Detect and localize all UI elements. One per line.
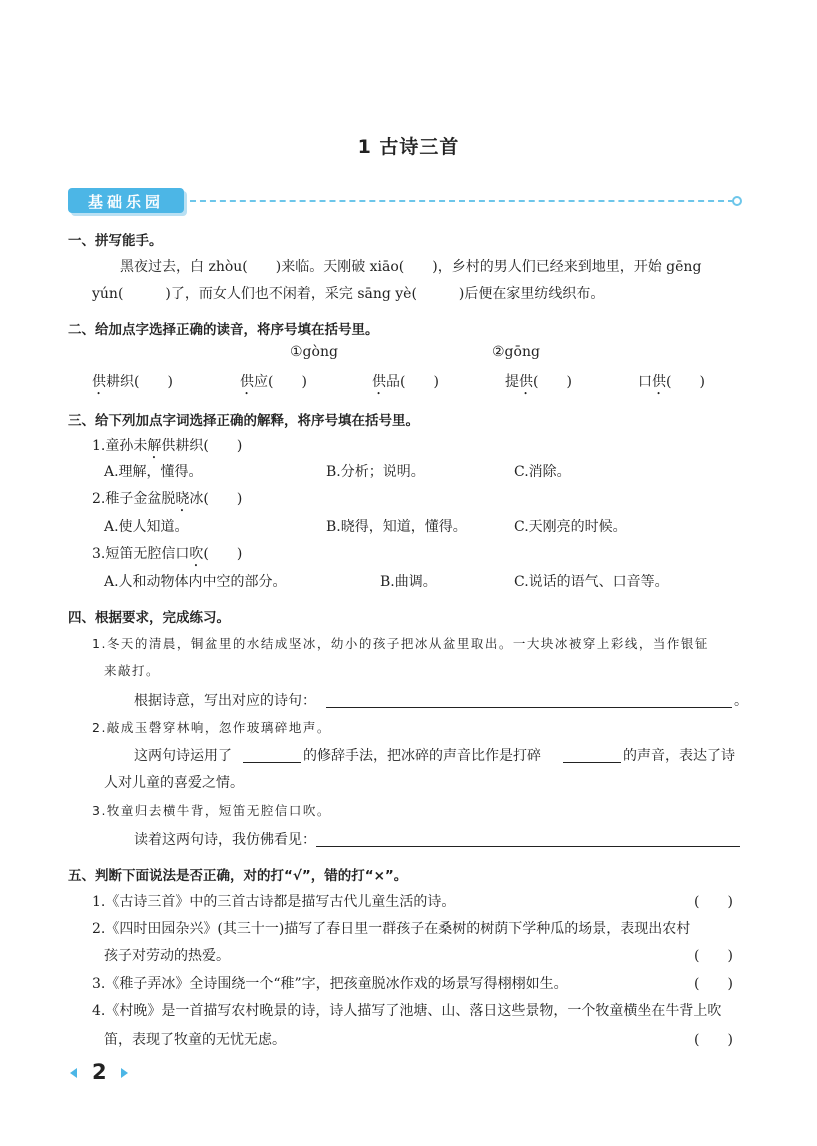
section-4-heading: 四、根据要求，完成练习。 [68,610,230,626]
s4-q3-prompt: 读着这两句诗，我仿佛看见： [134,832,316,848]
s3-q2-option-a: A.使人知道。 [104,519,189,535]
s2-item: 供品( ) [372,374,439,390]
s3-q3-option-a: A.人和动物体内中空的部分。 [104,574,287,590]
s3-question-1: 1.童孙未解供耕织( ) [92,438,243,454]
section-2-heading: 二、给加点字选择正确的读音，将序号填在括号里。 [68,322,379,338]
section-3-heading: 三、给下列加点字词选择正确的解释，将序号填在括号里。 [68,413,419,429]
s4-q2-text-c: 的声音，表达了诗 [623,748,735,764]
answer-parens[interactable]: ( ) [694,976,733,992]
s5-statement-3: 3.《稚子弄冰》全诗围绕一个“稚”字，把孩童脱冰作戏的场景写得栩栩如生。 [92,976,568,992]
s5-statement-4-line-1: 4.《村晚》是一首描写农村晚景的诗，诗人描写了池塘、山、落日这些景物，一个牧童横坐在牛背上吹 [92,1003,722,1019]
s4-q1-prompt: 根据诗意，写出对应的诗句： [134,693,316,709]
s2-item: 供耕织( ) [92,374,173,390]
next-arrow-icon [121,1068,128,1078]
s5-statement-2-line-2: 孩子对劳动的热爱。 [104,948,230,964]
s4-q2-line-1: 2.敲成玉磬穿林响，忽作玻璃碎地声。 [92,720,331,735]
s3-q2-option-b: B.晓得，知道，懂得。 [326,519,467,535]
blank-rhetoric[interactable] [243,762,301,763]
section-1-heading: 一、拼写能手。 [68,233,163,249]
answer-parens[interactable]: ( ) [694,948,733,964]
banner-label: 基础乐园 [87,193,164,211]
s4-q2-text-a: 这两句诗运用了 [134,748,232,764]
s5-statement-4-line-2: 笛，表现了牧童的无忧无虑。 [104,1032,286,1048]
s4-q2-text-b: 的修辞手法，把冰碎的声音比作是打碎 [303,748,541,764]
s4-q1-line-1: 1.冬天的清晨，铜盆里的水结成坚冰，幼小的孩子把冰从盆里取出。一大块冰被穿上彩线，当作银钲 [92,636,709,651]
blank-broken-object[interactable] [563,762,621,763]
answer-line[interactable] [316,846,740,847]
s4-q1-line-2: 来敲打。 [104,663,161,678]
s3-question-3: 3.短笛无腔信口吹( ) [92,546,243,562]
section-5-heading: 五、判断下面说法是否正确，对的打“√”，错的打“×”。 [68,868,408,884]
s3-q1-option-a: A.理解，懂得。 [104,464,203,480]
page-title: 1 古诗三首 [357,136,460,158]
s3-q3-option-b: B.曲调。 [380,574,437,590]
s2-item: 提供( ) [505,374,572,390]
section-banner [68,188,184,213]
divider-end-dot [732,196,742,206]
s4-q3-line-1: 3.牧童归去横牛背，短笛无腔信口吹。 [92,803,331,818]
banner-divider [190,200,734,202]
s3-q2-option-c: C.天刚亮的时候。 [514,519,627,535]
page-number: 2 [92,1060,107,1084]
s1-paragraph-line-1: 黑夜过去，白 zhòu( )来临。天刚破 xiāo( )，乡村的男人们已经来到地里，开始 gēng [120,259,702,275]
pronunciation-option-2: ②gōng [492,344,540,360]
s4-q2-text-d: 人对儿童的喜爱之情。 [104,775,244,791]
s2-item: 供应( ) [240,374,307,390]
answer-parens[interactable]: ( ) [694,894,733,910]
s5-statement-1: 1.《古诗三首》中的三首古诗都是描写古代儿童生活的诗。 [92,894,456,910]
s3-q1-option-c: C.消除。 [514,464,571,480]
answer-line[interactable] [326,707,732,708]
s1-paragraph-line-2: yún( )了，而女人们也不闲着，采完 sāng yè( )后便在家里纺线织布。 [92,286,605,302]
s4-q1-end: 。 [734,693,748,709]
pronunciation-option-1: ①gòng [290,344,338,360]
prev-arrow-icon [70,1068,77,1078]
s3-q1-option-b: B.分析；说明。 [326,464,425,480]
s3-question-2: 2.稚子金盆脱晓冰( ) [92,491,243,507]
answer-parens[interactable]: ( ) [694,1032,733,1048]
s5-statement-2-line-1: 2.《四时田园杂兴》(其三十一)描写了春日里一群孩子在桑树的树荫下学种瓜的场景，表现出农村 [92,921,691,937]
s2-item: 口供( ) [638,374,705,390]
s3-q3-option-c: C.说话的语气、口音等。 [514,574,669,590]
